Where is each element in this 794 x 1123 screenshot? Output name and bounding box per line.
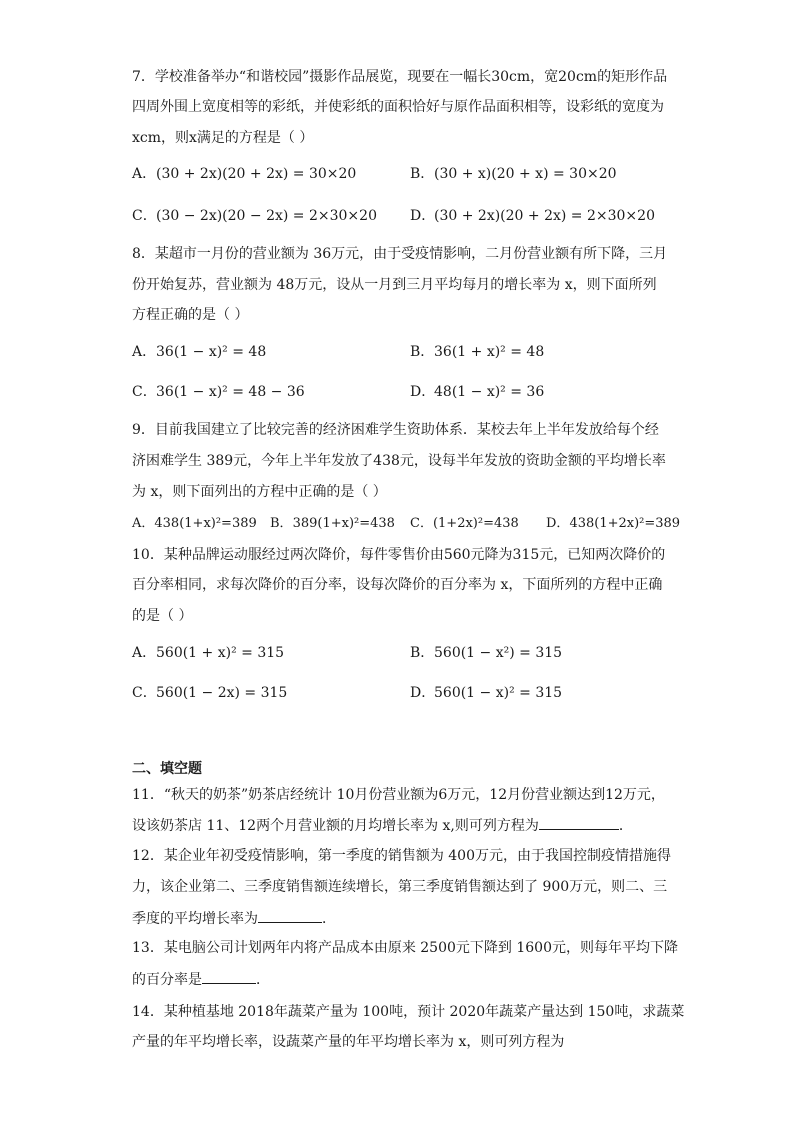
q14-line-2: 产量的年平均增长率，设蔬菜产量的年平均增长率为 x，则可列方程为 [132,1034,565,1050]
q12-line-2: 力，该企业第二、三季度销售额连续增长，第三季度销售额达到了 900万元，则二、三 [132,879,668,895]
q10-line-2: 百分率相同，求每次降价的百分率，设每次降价的百分率为 x，下面所列的方程中正确 [132,577,663,593]
q10-line-1: 10．某种品牌运动服经过两次降价，每件零售价由560元降为315元，已知两次降价的 [132,547,666,563]
q10-line-3: 的是（ ） [132,608,193,624]
q12-answer-blank[interactable] [258,909,322,923]
q11-answer-blank[interactable] [539,816,619,830]
option-text: 560(1 − x²) = 315 [434,645,563,661]
option-text: (1+2x)²=438 [432,516,519,531]
option-letter: D． [410,685,436,701]
q8-option-a[interactable] [132,342,266,362]
q13-text: 的百分率是 [132,972,202,988]
q7-line-3: xcm，则x满足的方程是（ ） [132,130,314,146]
q9-option-b[interactable] [270,514,395,534]
q9-line-1: 9．目前我国建立了比较完善的经济困难学生资助体系．某校去年上半年发放给每个经 [132,422,659,438]
q12-line-1: 12．某企业年初受疫情影响，第一季度的销售额为 400万元，由于我国控制疫情措施得 [132,848,671,864]
q13-end: ． [256,972,270,988]
option-letter: C． [132,208,157,224]
option-text: 389(1+x)²=438 [292,516,395,531]
q12-text: 季度的平均增长率为 [132,911,258,927]
q9-option-c[interactable] [410,514,519,534]
q12-line-3 [132,909,672,928]
q9-line-2: 济困难学生 389元，今年上半年发放了438元，设每半年发放的资助金额的平均增长率 [132,453,666,469]
option-text: 560(1 − x)² = 315 [434,685,563,701]
option-letter: D． [410,208,436,224]
q10-option-b[interactable] [410,643,562,663]
option-text: 560(1 + x)² = 315 [156,645,285,661]
q11-line-1: 11．“秋天的奶茶”奶茶店经统计 10月份营业额为6万元，12月份营业额达到12万元， [132,787,665,803]
q8-option-b[interactable] [410,342,544,362]
q8-option-c[interactable] [132,382,305,402]
q8-line-1: 8．某超市一月份的营业额为 36万元，由于受疫情影响，二月份营业额有所下降，三月 [132,246,668,262]
q11-line-2 [132,816,672,835]
option-letter: C． [132,384,157,400]
q10-option-d[interactable] [410,683,562,703]
option-letter: B． [410,166,435,182]
section-heading-fill-blank: 二、填空题 [132,761,202,777]
option-letter: D． [410,384,436,400]
q14-line-1: 14．某种植基地 2018年蔬菜产量为 100吨，预计 2020年蔬菜产量达到 150吨，求蔬菜 [132,1004,685,1020]
option-text: (30 − 2x)(20 − 2x) = 2×30×20 [156,208,377,224]
option-letter: C． [410,516,433,531]
q12-end: ． [322,911,336,927]
option-letter: B． [410,645,435,661]
option-text: 438(1+2x)²=389 [569,516,681,531]
q9-option-a[interactable] [132,514,257,534]
q10-option-c[interactable] [132,683,287,703]
option-letter: C． [132,685,157,701]
q9-line-3: 为 x，则下面列出的方程中正确的是（ ） [132,484,387,500]
option-letter: B． [270,516,293,531]
option-text: 36(1 − x)² = 48 − 36 [156,384,305,400]
option-text: 36(1 + x)² = 48 [434,344,545,360]
q13-answer-blank[interactable] [202,970,256,984]
q7-option-d[interactable] [410,206,655,226]
option-text: 438(1+x)²=389 [154,516,257,531]
option-text: (30 + x)(20 + x) = 30×20 [434,166,617,182]
q7-option-c[interactable] [132,206,377,226]
option-text: (30 + 2x)(20 + 2x) = 30×20 [156,166,357,182]
q7-option-b[interactable] [410,164,617,184]
q8-option-d[interactable] [410,382,544,402]
q8-line-2: 份开始复苏，营业额为 48万元，设从一月到三月平均每月的增长率为 x，则下面所列 [132,277,657,293]
q13-line-1: 13．某电脑公司计划两年内将产品成本由原来 2500元下降到 1600元，则每年平均下降 [132,940,678,956]
option-text: 36(1 − x)² = 48 [156,344,267,360]
q7-line-2: 四周外围上宽度相等的彩纸，并使彩纸的面积恰好与原作品面积相等，设彩纸的宽度为 [132,99,664,115]
q9-option-d[interactable] [546,514,680,534]
option-text: (30 + 2x)(20 + 2x) = 2×30×20 [434,208,655,224]
q11-text: 设该奶茶店 11、12两个月营业额的月均增长率为 x,则可列方程为 [132,818,539,834]
q11-end: ． [618,818,633,834]
option-letter: D． [546,516,570,531]
q7-line-1: 7．学校准备举办“和谐校园”摄影作品展览，现要在一幅长30cm，宽20cm的矩形作品 [132,69,668,85]
option-letter: A． [132,344,157,360]
option-letter: A． [132,645,157,661]
option-text: 560(1 − 2x) = 315 [156,685,288,701]
option-letter: B． [410,344,435,360]
q10-option-a[interactable] [132,643,284,663]
option-text: 48(1 − x)² = 36 [434,384,545,400]
q8-line-3: 方程正确的是（ ） [132,307,249,323]
option-letter: A． [132,166,157,182]
q7-option-a[interactable] [132,164,356,184]
q13-line-2 [132,970,672,989]
option-letter: A． [132,516,155,531]
